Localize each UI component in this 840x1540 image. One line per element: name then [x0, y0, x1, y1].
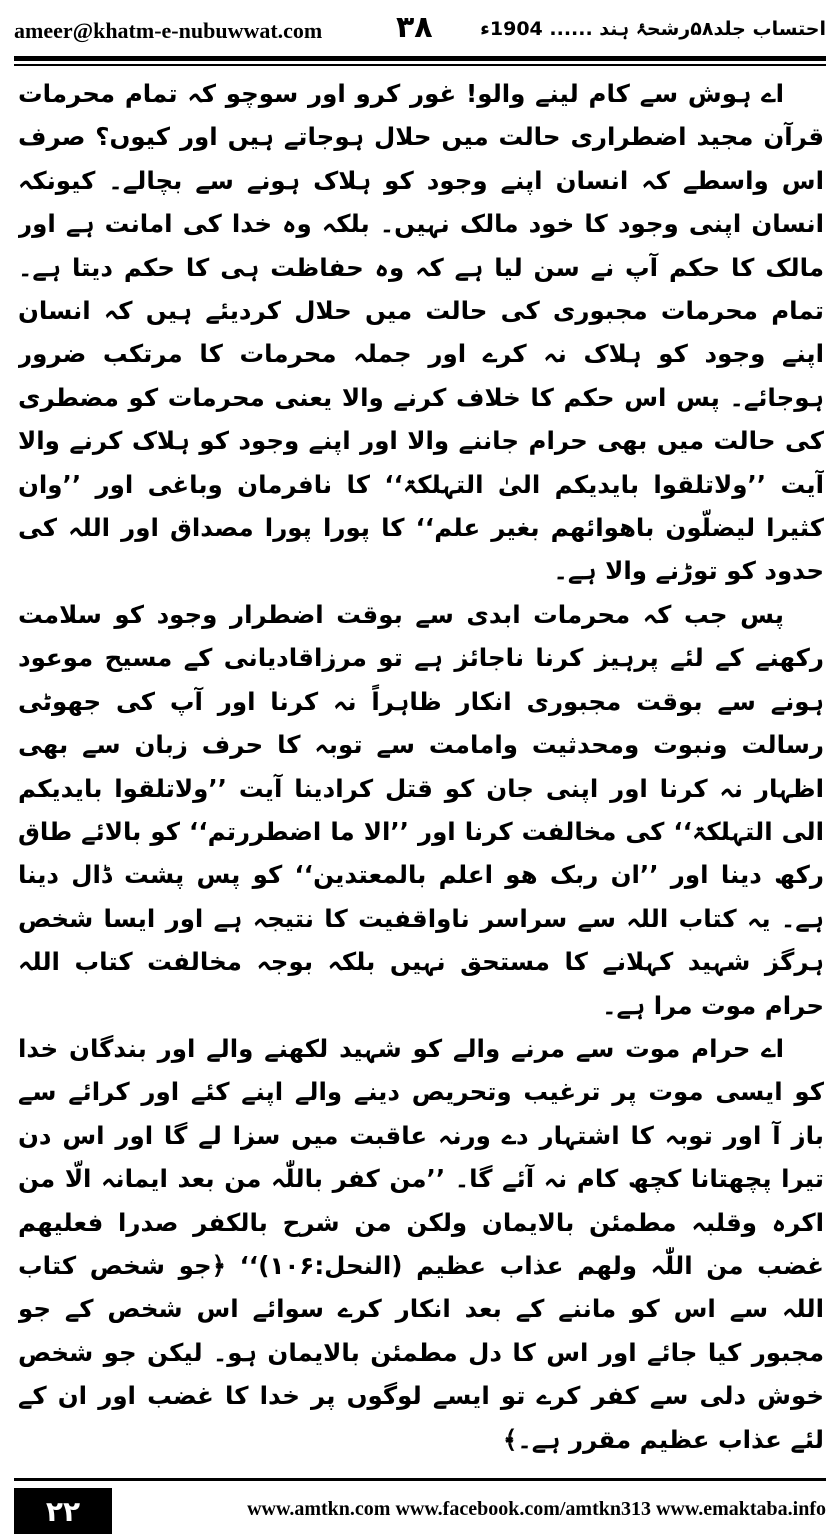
- header-divider: [14, 56, 826, 66]
- page-header: [14, 10, 826, 52]
- paragraph-1: اے ہوش سے کام لینے والو! غور کرو اور سوچو کہ تمام محرمات قرآن مجید اضطراری حالت میں حلال ہوجاتے ہیں اور کیوں؟ صرف اس واسطے کہ انسان اپنے وجود کو ہلاک ہونے سے بچالے۔ کیونکہ انسان اپنی وجود کا خود مالک نہیں۔ بلکہ وہ خدا کی امانت ہے اور مالک کا حکم آپ نے سن لیا ہے کہ وہ حفاظت ہی کا حکم دیتا ہے۔ تمام محرمات مجبوری کی حالت میں حلال کردیئے ہیں کہ انسان اپنے وجود کو ہلاک نہ کرے اور جملہ محرمات کا مرتکب ضرور ہوجائے۔ پس اس حکم کا خلاف کرنے والا یعنی محرمات کو مضطری کی حالت میں بھی حرام جاننے والا اور اپنے وجود کو ہلاک کرنے والا آیت ’’ولاتلقوا بایدیکم الیٰ التہلکۃ‘‘ کا نافرمان وباغی اور ’’وان کثیرا لیضلّون باھوائھم بغیر علم‘‘ کا پورا پورا مصداق اور اللہ کی حدود کو توڑنے والا ہے۔: [18, 79, 824, 586]
- footer-links: www.amtkn.com www.facebook.com/amtkn313 www.emaktaba.info: [247, 1498, 826, 1520]
- paragraph-2: پس جب کہ محرمات ابدی سے بوقت اضطرار وجود کو سلامت رکھنے کے لئے پرہیز کرنا ناجائز ہے تو مرزاقادیانی کے مسیح موعود ہونے سے بوقت مجبوری انکار ظاہراً نہ کرنا اور آپ کی جھوٹی رسالت ونبوت ومحدثیت وامامت سے توبہ کا حرف زبان سے بھی اظہار نہ کرنا اور اپنی جان کو قتل کرادینا آیت ’’ولاتلقوا بایدیکم الی التہلکۃ‘‘ کی مخالفت کرنا اور ’’الا ما اضطررتم‘‘ کو بالائے طاق رکھ دینا اور ’’ان ربک ھو اعلم بالمعتدین‘‘ کو پس پشت ڈال دینا ہے۔ یہ کتاب اللہ سے سراسر ناواقفیت کا نتیجہ ہے اور ایسا شخص ہرگز شہید کہلانے کا مستحق نہیں بلکہ بوجہ مخالفت کتاب اللہ حرام موت مرا ہے۔: [18, 599, 824, 1020]
- footer-divider: [14, 1478, 826, 1481]
- paragraph-3: اے حرام موت سے مرنے والے کو شہید لکھنے والے اور بندگان خدا کو ایسی موت پر ترغیب وتحریص دینے والے اپنے کئے اور کرائے سے باز آ اور توبہ کا اشتہار دے ورنہ عاقبت میں سزا لے گا اور اس دن تیرا پچھتانا کچھ کام نہ آئے گا۔ ’’من کفر باللّٰہ من بعد ایمانہ الّا من اکرہ وقلبہ مطمئن بالایمان ولکن من شرح بالکفر صدرا فعلیھم غضب من اللّٰہ ولھم عذاب عظیم (النحل:۱۰۶)‘‘ ﴿جو شخص کتاب اللہ سے اس کو ماننے کے بعد انکار کرے سوائے اس شخص کے جو مجبور کیا جائے اور اس کا دل مطمئن بالایمان ہو۔ لیکن جو شخص خوش دلی سے کفر کرے تو ایسے لوگوں پر خدا کا غضب اور ان کے لئے عذاب عظیم مقرر ہے۔﴾: [18, 1033, 824, 1454]
- body-text: [18, 72, 824, 1462]
- header-page-number: ۳۸: [396, 10, 433, 45]
- header-email: ameer@khatm-e-nubuwwat.com: [14, 18, 323, 43]
- paragraph-4: [18, 1461, 824, 1462]
- footer-page-number-box: ۲۲: [14, 1488, 112, 1534]
- header-title: احتساب جلد۵۸رشحۂ ہند ...... 1904ء: [480, 18, 826, 40]
